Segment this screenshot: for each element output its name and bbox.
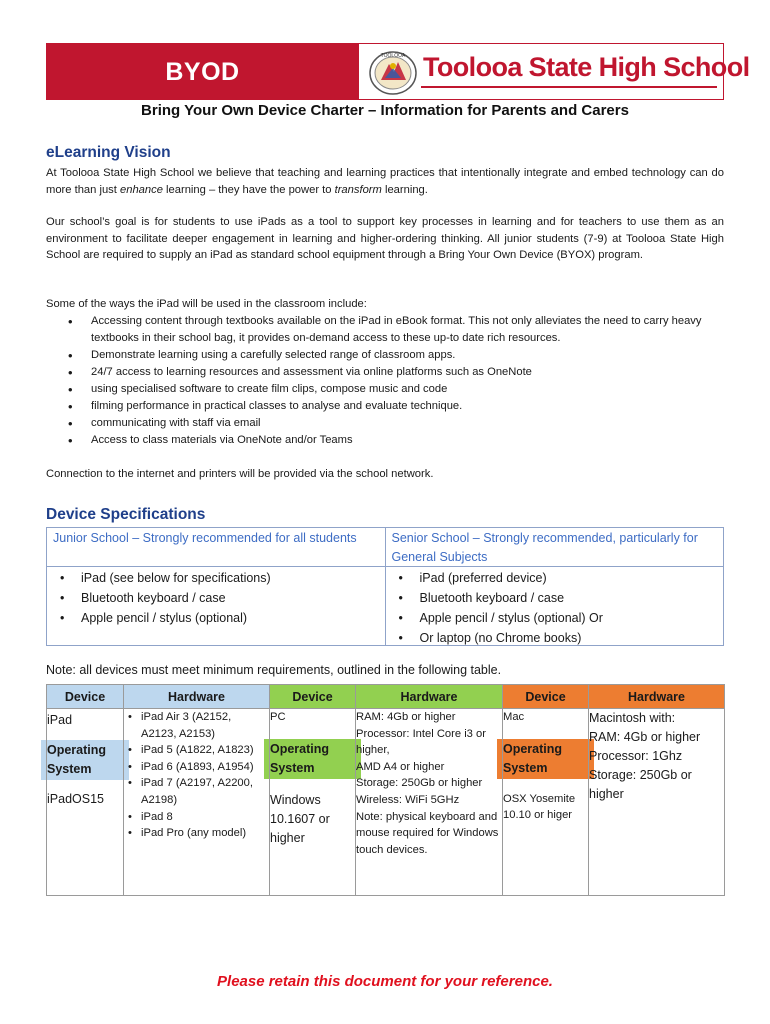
mac-device-name: Mac xyxy=(503,711,525,723)
list-item: • Demonstrate learning using a carefully selected range of classroom apps. xyxy=(46,347,726,364)
mac-os-value: OSX Yosemite 10.10 or higer xyxy=(503,792,576,822)
school-name: Toolooa State High School xyxy=(423,52,750,82)
list-item: • iPad 8 xyxy=(124,809,269,826)
list-item: • iPad 6 (A1893, A1954) xyxy=(124,759,269,776)
list-item: • Bluetooth keyboard / case xyxy=(386,588,724,608)
ipad-os-value: iPadOS15 xyxy=(47,792,104,806)
pc-hw-line: RAM: 4Gb or higher xyxy=(356,711,456,723)
list-item: • Accessing content through textbooks available on the iPad in eBook format. This not only alleviates the need to carry heavy textbooks in their school bag, it provides on-demand access to these up-to date rich resources. xyxy=(46,313,726,347)
senior-school-heading: Senior School – Strongly recommended, particularly for General Subjects xyxy=(386,528,724,567)
col-header-hardware-pc: Hardware xyxy=(356,685,503,709)
vision-p1-emphasis-enhance: enhance xyxy=(120,183,163,196)
list-item: • iPad (preferred device) xyxy=(386,568,724,588)
senior-items-list xyxy=(386,567,724,648)
vision-p1-text-c: learning. xyxy=(381,183,428,196)
senior-school-column xyxy=(385,528,724,645)
vision-p1-text-a: At Toolooa State High School we believe that teaching and learning practices that intentionally integrate and embed technology can do more than just xyxy=(46,167,724,196)
table-header-row xyxy=(47,685,725,709)
minimum-requirements-table xyxy=(46,684,725,896)
mac-hw-line: RAM: 4Gb or higher xyxy=(589,730,701,744)
list-item: • Or laptop (no Chrome books) xyxy=(386,628,724,648)
junior-items-list xyxy=(47,567,385,628)
banner-label: BYOD xyxy=(165,58,240,86)
pc-hw-line: AMD A4 or higher xyxy=(356,760,445,773)
mac-hw-line: Processor: 1Ghz xyxy=(589,749,683,763)
byod-banner xyxy=(46,43,359,100)
mac-hw-line: Macintosh with: xyxy=(589,711,676,725)
col-header-device-mac: Device xyxy=(503,685,589,709)
col-header-device-pc: Device xyxy=(270,685,356,709)
pc-hw-line: Wireless: WiFi 5GHz xyxy=(356,793,460,806)
school-header xyxy=(359,43,750,100)
pc-hw-line: Note: physical keyboard and mouse required for Windows touch devices. xyxy=(356,810,499,856)
specs-heading: Device Specifications xyxy=(46,506,206,523)
crest-text: TOOLOOA xyxy=(380,53,406,59)
vision-paragraph-1 xyxy=(46,165,724,198)
pc-os-label: Operating System xyxy=(264,739,361,779)
list-item: • Access to class materials via OneNote and/or Teams xyxy=(46,432,726,449)
pc-device-cell xyxy=(270,709,356,896)
junior-school-heading: Junior School – Strongly recommended for all students xyxy=(47,528,385,567)
ipad-models-list xyxy=(124,709,269,842)
document-title: Bring Your Own Device Charter – Information for Parents and Carers xyxy=(141,102,629,119)
list-item: • iPad 5 (A1822, A1823) xyxy=(124,742,269,759)
ipad-uses-list xyxy=(46,313,726,449)
mac-os-label: Operating System xyxy=(497,739,594,779)
device-spec-table xyxy=(46,527,724,646)
connection-note: Connection to the internet and printers will be provided via the school network. xyxy=(46,468,434,480)
col-header-hardware-ipad: Hardware xyxy=(124,685,270,709)
list-item: • iPad Pro (any model) xyxy=(124,825,269,842)
pc-hw-line: Storage: 250Gb or higher xyxy=(356,777,483,790)
list-item: • communicating with staff via email xyxy=(46,415,726,432)
pc-hw-line: Processor: Intel Core i3 or higher, xyxy=(356,727,486,757)
uses-intro: Some of the ways the iPad will be used in the classroom include: xyxy=(46,298,367,310)
header-divider xyxy=(421,86,717,88)
list-item: • 24/7 access to learning resources and assessment via online platforms such as OneNote xyxy=(46,364,726,381)
ipad-hardware-cell xyxy=(124,709,270,896)
ipad-os-label: Operating System xyxy=(41,740,129,780)
list-item: • Apple pencil / stylus (optional) Or xyxy=(386,608,724,628)
col-header-hardware-mac: Hardware xyxy=(589,685,725,709)
school-crest-icon xyxy=(367,48,419,96)
list-item: • iPad 7 (A2197, A2200, A2198) xyxy=(124,775,269,808)
table-row xyxy=(47,709,725,896)
pc-hardware-cell xyxy=(356,709,503,896)
vision-p1-text-b: learning – they have the power to xyxy=(162,183,335,196)
vision-p1-emphasis-transform: transform xyxy=(334,183,382,196)
col-header-device-ipad: Device xyxy=(47,685,124,709)
pc-device-name: PC xyxy=(270,711,286,723)
vision-paragraph-2: Our school’s goal is for students to use iPads as a tool to support key processes in learning and for teachers to use them as an environment to facilitate deeper engagement in learning and higher-ordering thinking. All junior students (7-9) at Toolooa State High School are required to supply an iPad as standard school equipment through a Bring Your Own Device (BYOX) program. xyxy=(46,216,724,262)
list-item: • iPad (see below for specifications) xyxy=(47,568,385,588)
header-banner xyxy=(46,43,750,100)
list-item: • Apple pencil / stylus (optional) xyxy=(47,608,385,628)
requirements-note: Note: all devices must meet minimum requirements, outlined in the following table. xyxy=(46,663,502,677)
mac-hw-line: Storage: 250Gb or higher xyxy=(589,768,692,801)
list-item: • filming performance in practical classes to analyse and evaluate technique. xyxy=(46,398,726,415)
list-item: • Bluetooth keyboard / case xyxy=(47,588,385,608)
mac-device-cell xyxy=(503,709,589,896)
list-item: • iPad Air 3 (A2152, A2123, A2153) xyxy=(124,709,269,742)
mac-hardware-cell xyxy=(589,709,725,896)
ipad-device-name: iPad xyxy=(47,713,73,727)
ipad-device-cell xyxy=(47,709,124,896)
junior-school-column xyxy=(47,528,385,645)
vision-heading: eLearning Vision xyxy=(46,144,171,161)
pc-os-value: Windows 10.1607 or higher xyxy=(270,792,330,845)
list-item: • using specialised software to create film clips, compose music and code xyxy=(46,381,726,398)
retain-document-note: Please retain this document for your reference. xyxy=(217,973,553,990)
